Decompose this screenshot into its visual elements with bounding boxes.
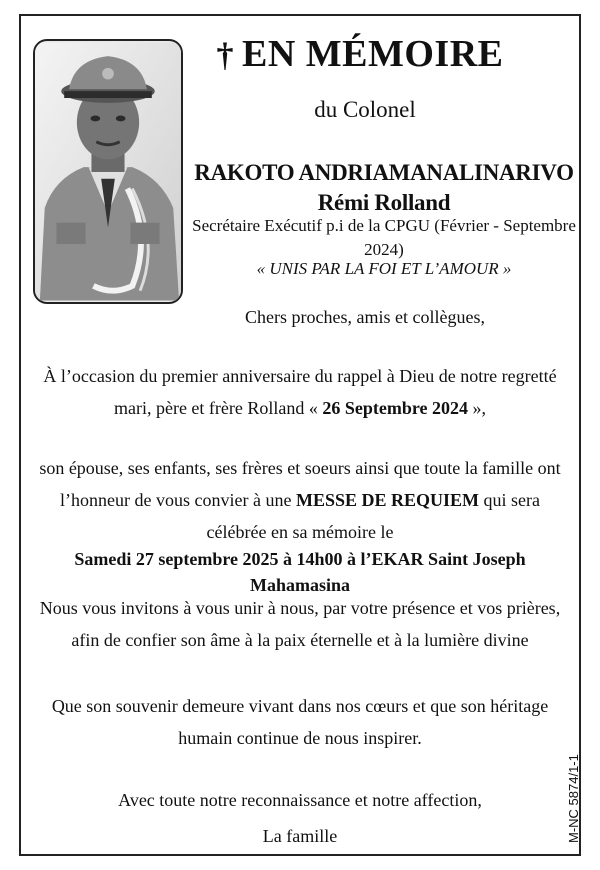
signature: La famille — [262, 826, 338, 846]
paragraph-memory: Que son souvenir demeure vivant dans nos cœurs et que son héritage humain continue de nous inspirer. — [51, 696, 549, 748]
paragraph-prayer: Nous vous invitons à vous unir à nous, par votre présence et vos prières, afin de confier son âme à la paix éternelle et à la lumière divine — [39, 598, 561, 650]
paragraph-anniversary — [28, 360, 572, 424]
family-motto: « UNIS PAR LA FOI ET L’AMOUR » — [256, 259, 512, 278]
para1-text-b: », — [468, 398, 487, 418]
notice-title — [190, 30, 530, 80]
para2-text-b: qui sera célébrée en sa mémoire le — [206, 490, 540, 542]
para2-text-a: son épouse, ses enfants, ses frères et soeurs ainsi que toute la famille ont l’honneur de vous convier à une — [39, 458, 561, 510]
reference-code: M-NC 5874/1-1 — [566, 754, 581, 843]
deceased-name: RAKOTO ANDRIAMANALINARIVO Rémi Rolland — [194, 160, 574, 215]
cross-icon: † — [216, 37, 234, 74]
thanks-line: Avec toute notre reconnaissance et notre affection, — [118, 790, 482, 810]
deceased-role: Secrétaire Exécutif p.i de la CPGU (Février - Septembre 2024) — [192, 216, 576, 259]
rank-subtitle: du Colonel — [314, 97, 416, 122]
portrait-photo — [33, 39, 183, 304]
event-date: Samedi 27 septembre 2025 à 14h00 à l’EKAR Saint Joseph Mahamasina — [74, 549, 526, 595]
para1-text-a: À l’occasion du premier anniversaire du rappel à Dieu de notre regretté mari, père et frère Rolland « — [43, 366, 557, 418]
para1-date: 26 Septembre 2024 — [322, 398, 469, 418]
portrait-photo-icon — [35, 41, 181, 302]
paragraph-invitation — [28, 452, 572, 548]
para2-mass: MESSE DE REQUIEM — [295, 490, 479, 510]
title-text: EN MÉMOIRE — [242, 33, 504, 75]
greeting: Chers proches, amis et collègues, — [245, 307, 485, 327]
